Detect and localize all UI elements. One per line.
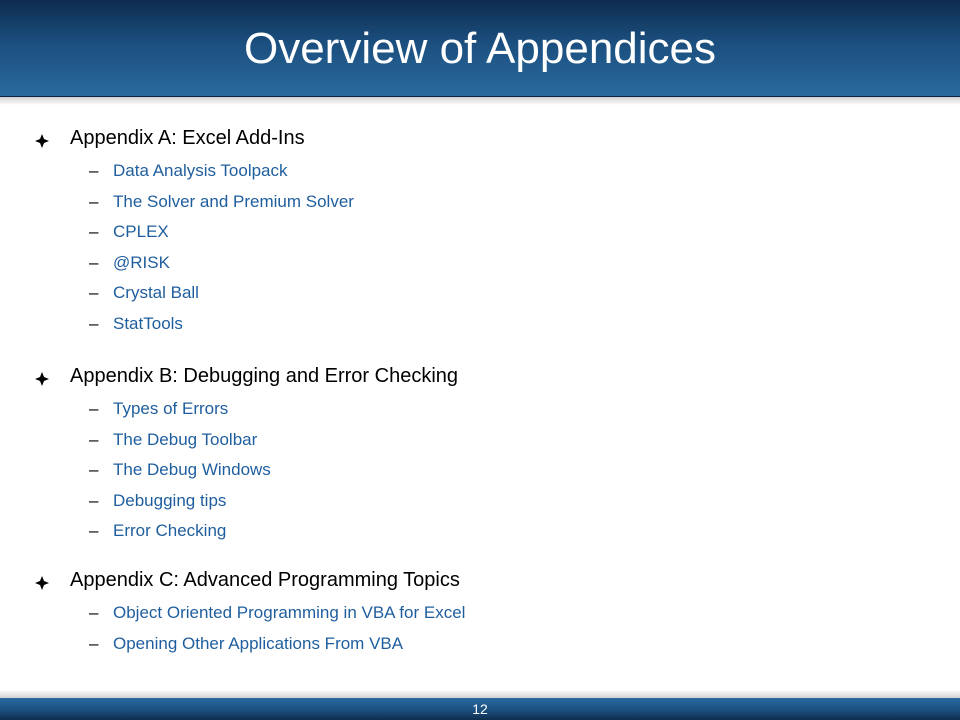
- diamond-bullet-icon: [35, 134, 49, 148]
- appendix-b-section: [0, 362, 960, 547]
- header-shadow: [0, 97, 960, 105]
- appendix-b-heading-row: [0, 362, 960, 394]
- slide-header: [0, 0, 960, 97]
- dash-marker: –: [89, 222, 99, 241]
- list-item-text: Debugging tips: [113, 490, 227, 510]
- dash-marker: –: [89, 313, 99, 333]
- list-item-text: @RISK: [113, 252, 170, 272]
- list-item: [0, 309, 960, 340]
- appendix-c-heading: Appendix C: Advanced Programming Topics: [70, 569, 460, 591]
- list-item-text: The Solver and Premium Solver: [113, 191, 354, 211]
- list-item: [0, 187, 960, 218]
- dash-marker: –: [89, 161, 99, 180]
- appendix-a-heading: Appendix A: Excel Add-Ins: [70, 127, 305, 149]
- dash-marker: –: [89, 252, 99, 272]
- list-item-text: Data Analysis Toolpack: [113, 161, 288, 180]
- dash-marker: –: [89, 603, 99, 622]
- list-item-text: StatTools: [113, 313, 183, 333]
- list-item: [0, 425, 960, 456]
- appendix-a-section: [0, 124, 960, 339]
- slide-footer: [0, 698, 960, 720]
- list-item: [0, 217, 960, 248]
- dash-marker: –: [89, 460, 99, 479]
- dash-marker: –: [89, 191, 99, 211]
- appendix-c-section: [0, 566, 960, 659]
- list-item: [0, 248, 960, 279]
- dash-marker: –: [89, 633, 99, 653]
- list-item-text: Crystal Ball: [113, 283, 199, 302]
- list-item: [0, 516, 960, 547]
- footer-shadow: [0, 690, 960, 698]
- diamond-bullet-icon: [35, 576, 49, 590]
- list-item: [0, 156, 960, 187]
- list-item: [0, 629, 960, 660]
- list-item: [0, 486, 960, 517]
- list-item: [0, 455, 960, 486]
- diamond-bullet-icon: [35, 372, 49, 386]
- dash-marker: –: [89, 283, 99, 302]
- list-item-text: Opening Other Applications From VBA: [113, 633, 404, 653]
- list-item-text: Error Checking: [113, 521, 227, 540]
- dash-marker: –: [89, 490, 99, 510]
- list-item: [0, 278, 960, 309]
- list-item-text: CPLEX: [113, 222, 169, 241]
- list-item-text: The Debug Toolbar: [113, 429, 258, 449]
- page-number: 12: [472, 701, 488, 717]
- dash-marker: –: [89, 521, 99, 540]
- list-item-text: The Debug Windows: [113, 460, 271, 479]
- appendix-b-heading: Appendix B: Debugging and Error Checking: [70, 365, 459, 387]
- dash-marker: –: [89, 429, 99, 449]
- list-item: [0, 394, 960, 425]
- appendix-a-heading-row: [0, 124, 960, 156]
- list-item: [0, 598, 960, 629]
- slide-title: Overview of Appendices: [243, 24, 717, 73]
- list-item-text: Types of Errors: [113, 399, 229, 418]
- dash-marker: –: [89, 399, 99, 418]
- list-item-text: Object Oriented Programming in VBA for Excel: [113, 603, 466, 622]
- appendix-c-heading-row: [0, 566, 960, 598]
